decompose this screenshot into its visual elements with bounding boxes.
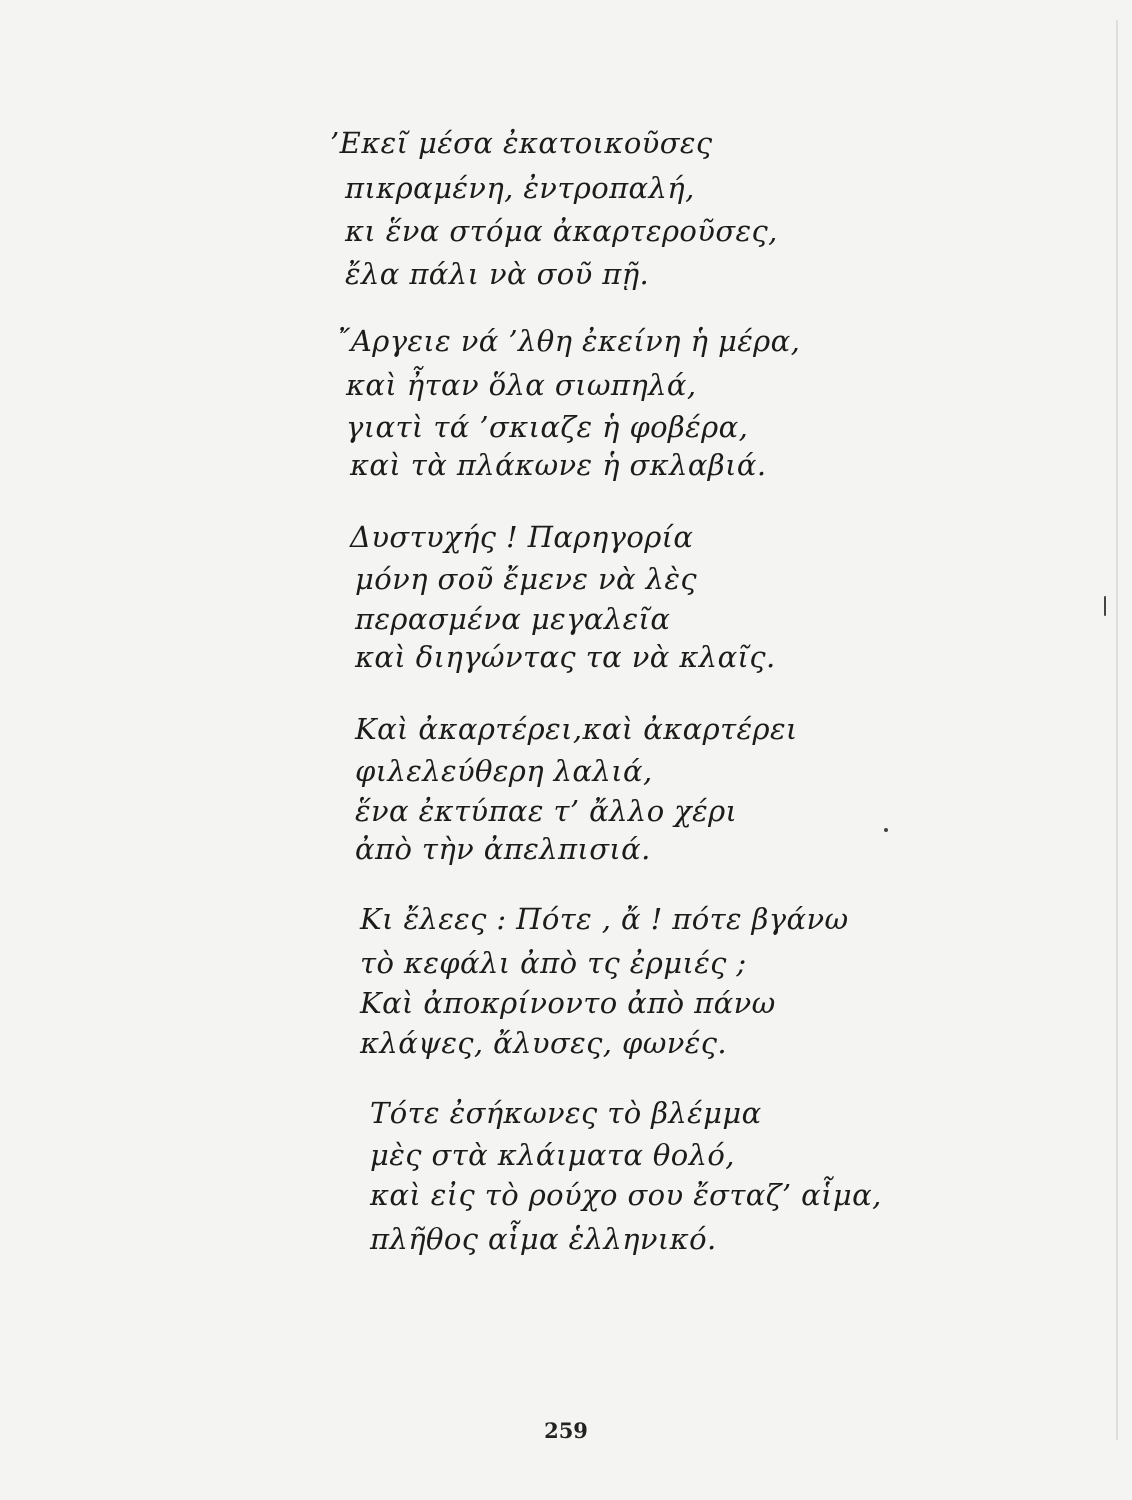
verse-line: πικραμένη, ἐντροπαλή, (345, 171, 695, 205)
page-number: 259 (544, 1418, 588, 1443)
scan-speck (884, 828, 888, 832)
verse-line: κι ἕνα στόμα ἀκαρτεροῦσες, (345, 214, 778, 248)
verse-line: Δυστυχής ! Παρηγορία (350, 520, 694, 554)
verse-line: Κι ἔλεες : Πότε , ἄ ! πότε βγάνω (360, 902, 849, 936)
verse-line: καὶ ἦταν ὅλα σιωπηλά, (346, 368, 697, 402)
page-edge (1116, 20, 1118, 1440)
verse-line: ἀπὸ τὴν ἀπελπισιά. (355, 832, 651, 866)
verse-line: ’Εκεῖ μέσα ἐκατοικοῦσες (330, 126, 713, 160)
scan-mark (1104, 596, 1106, 616)
verse-line: μὲς στὰ κλάιματα θολό, (370, 1138, 735, 1172)
verse-line: καὶ τὰ πλάκωνε ἡ σκλαβιά. (350, 448, 767, 482)
verse-line: κλάψες, ἄλυσες, φωνές. (360, 1026, 727, 1060)
verse-line: πλῆθος αἷμα ἑλληνικό. (370, 1222, 717, 1256)
verse-line: ῎Αργειε νά ’λθη ἐκείνη ἡ μέρα, (336, 324, 801, 358)
verse-line: Καὶ ἀποκρίνοντο ἀπὸ πάνω (360, 986, 776, 1020)
verse-line: περασμένα μεγαλεῖα (355, 602, 671, 636)
verse-line: Καὶ ἀκαρτέρει,καὶ ἀκαρτέρει (355, 712, 798, 746)
verse-line: γιατὶ τά ’σκιαζε ἡ φοβέρα, (346, 410, 749, 444)
verse-line: ἔλα πάλι νὰ σοῦ πῇ. (345, 257, 650, 291)
verse-line: ἕνα ἐκτύπαε τ’ ἄλλο χέρι (355, 794, 738, 828)
verse-line: φιλελεύθερη λαλιά, (355, 754, 653, 788)
verse-line: μόνη σοῦ ἔμενε νὰ λὲς (355, 562, 698, 596)
verse-line: καὶ διηγώντας τα νὰ κλαῖς. (355, 640, 776, 674)
verse-line: Τότε ἐσήκωνες τὸ βλέμμα (370, 1096, 762, 1130)
verse-line: καὶ εἰς τὸ ρούχο σου ἔσταζ’ αἷμα, (370, 1178, 882, 1212)
verse-line: τὸ κεφάλι ἀπὸ τς ἐρμιές ; (360, 946, 747, 980)
